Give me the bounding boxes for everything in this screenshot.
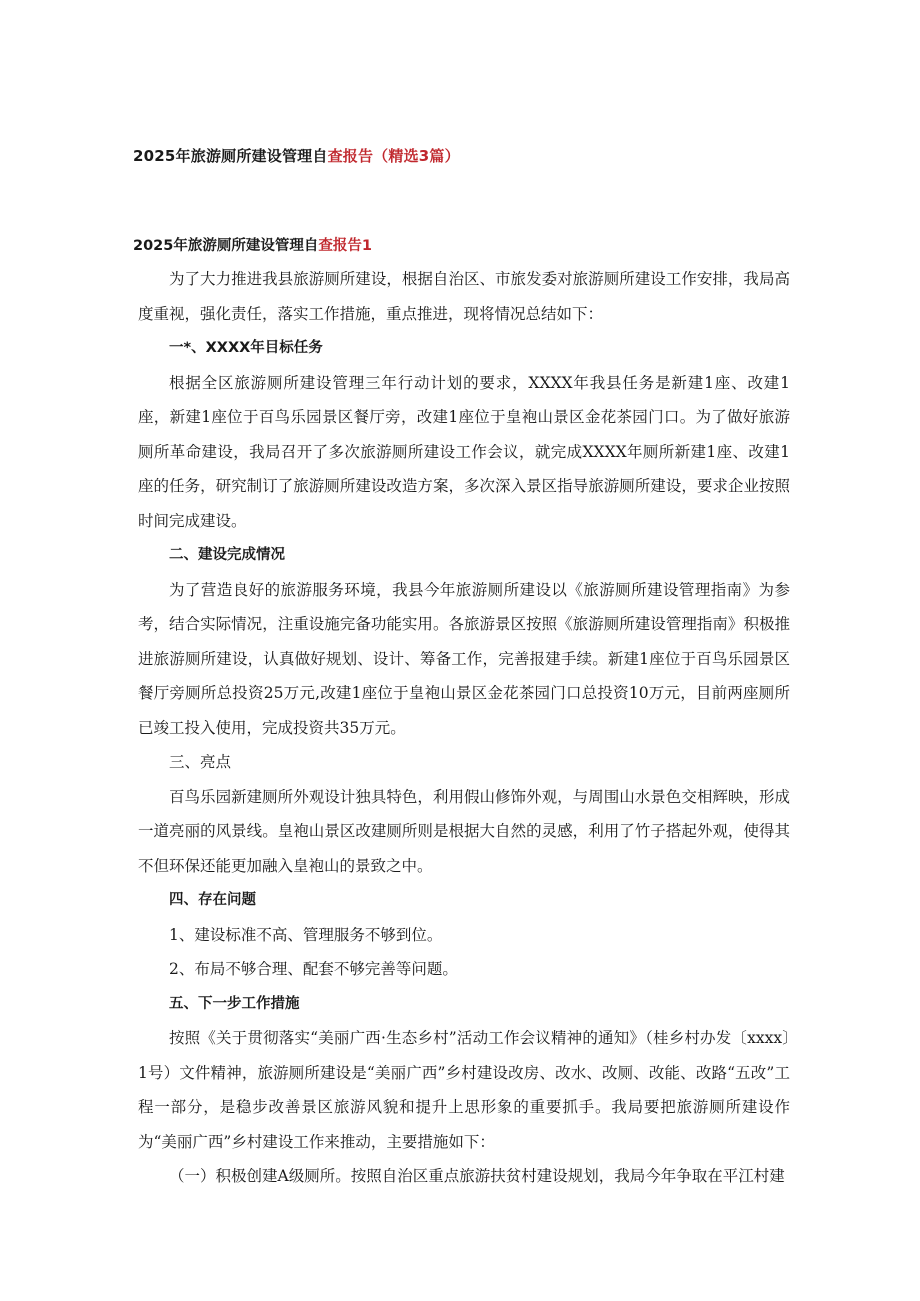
heading-1: 一*、XXXX年目标任务 <box>169 340 323 356</box>
intro-paragraph: 为了大力推进我县旅游厕所建设，根据自治区、市旅发委对旅游厕所建设工作安排，我局高度重视，强化责任，落实工作措施，重点推进，现将情况总结如下： <box>138 270 790 323</box>
heading-3: 三、亮点 <box>169 753 232 771</box>
paragraph-2: 为了营造良好的旅游服务环境，我县今年旅游厕所建设以《旅游厕所建设管理指南》为参考，结合实际情况，注重设施完备功能实用。各旅游景区按照《旅游厕所建设管理指南》积极推进旅游厕所建设，认真做好规划、设计、筹备工作，完善报建手续。新建1座位于百鸟乐园景区餐厅旁厕所总投资25万元,改建1座位于皇袍山景区金花茶园门口总投资10万元，目前两座厕所已竣工投入使用，完成投资共35万元。 <box>138 580 790 737</box>
title-red-part: 查报告（精选3篇） <box>327 147 460 165</box>
list-item-2: 2、布局不够合理、配套不够完善等问题。 <box>169 960 458 978</box>
heading-4: 四、存在问题 <box>169 892 256 908</box>
heading-2: 二、建设完成情况 <box>169 547 285 563</box>
list-item-1: 1、建设标准不高、管理服务不够到位。 <box>169 925 443 944</box>
paragraph-5: 按照《关于贯彻落实“美丽广西·生态乡村”活动工作会议精神的通知》（桂乡村办发〔xxxx〕1号）文件精神，旅游厕所建设是“美丽广西”乡村建设改房、改水、改厕、改能、改路“五改”工程一部分，是稳步改善景区旅游风貌和提升上思形象的重要抓手。我局要把旅游厕所建设作为“美丽广西”乡村建设工作来推动，主要措施如下： <box>138 1029 790 1151</box>
paragraph-1: 根据全区旅游厕所建设管理三年行动计划的要求，XXXX年我县任务是新建1座、改建1座，新建1座位于百鸟乐园景区餐厅旁，改建1座位于皇袍山景区金花茶园门口。为了做好旅游厕所革命建设，我局召开了多次旅游厕所建设工作会议，就完成XXXX年厕所新建1座、改建1座的任务，研究制订了旅游厕所建设改造方案，多次深入景区指导旅游厕所建设，要求企业按照时间完成建设。 <box>138 373 790 530</box>
subtitle-red-part: 查报告1 <box>318 238 372 254</box>
document-title <box>133 145 460 166</box>
paragraph-6: （一）积极创建A级厕所。按照自治区重点旅游扶贫村建设规划，我局今年争取在平江村建 <box>169 1167 785 1185</box>
title-black-part: 2025年旅游厕所建设管理自 <box>133 147 328 165</box>
document-body <box>138 262 790 1194</box>
subtitle-black-part: 2025年旅游厕所建设管理自 <box>133 238 319 254</box>
paragraph-3: 百鸟乐园新建厕所外观设计独具特色，利用假山修饰外观，与周围山水景色交相辉映，形成一道亮丽的风景线。皇袍山景区改建厕所则是根据大自然的灵感，利用了竹子搭起外观，使得其不但环保还能更加融入皇袍山的景致之中。 <box>138 787 790 875</box>
heading-5: 五、下一步工作措施 <box>169 995 300 1012</box>
section-title <box>133 228 785 264</box>
